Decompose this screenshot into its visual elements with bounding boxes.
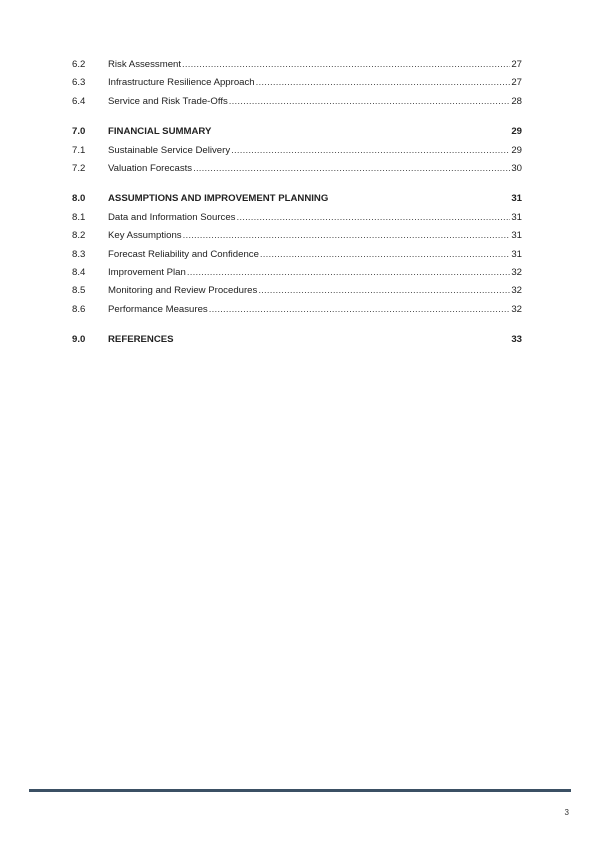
toc-section-heading[interactable] <box>72 190 522 208</box>
toc-entry-number: 7.2 <box>72 162 86 174</box>
dot-leader <box>229 93 511 111</box>
toc-entry[interactable] <box>72 227 522 245</box>
dot-leader <box>260 246 510 264</box>
toc-entry-page: 31 <box>511 193 522 205</box>
table-of-contents <box>72 56 522 349</box>
toc-entry-page: 31 <box>511 248 522 260</box>
toc-entry[interactable] <box>72 282 522 300</box>
toc-entry[interactable] <box>72 160 522 178</box>
toc-entry-title: Monitoring and Review Procedures <box>108 285 258 297</box>
dot-leader <box>182 56 510 74</box>
toc-entry-number: 8.3 <box>72 248 86 260</box>
toc-entry-page: 29 <box>511 144 522 156</box>
toc-entry-title: Infrastructure Resilience Approach <box>108 77 255 89</box>
dot-leader <box>209 301 511 319</box>
toc-entry-page: 32 <box>511 266 522 278</box>
dot-leader <box>258 282 510 300</box>
dot-leader <box>231 142 510 160</box>
toc-entry-page: 30 <box>511 162 522 174</box>
dot-leader <box>183 227 511 245</box>
toc-entry-title: Forecast Reliability and Confidence <box>108 248 259 260</box>
dot-leader <box>236 209 510 227</box>
toc-entry-title: Risk Assessment <box>108 59 182 70</box>
toc-entry-title: Sustainable Service Delivery <box>108 144 231 156</box>
toc-entry-page: 31 <box>511 230 522 242</box>
toc-entry-page: 33 <box>511 334 522 346</box>
toc-entry-title: REFERENCES <box>108 334 174 346</box>
toc-entry[interactable] <box>72 301 522 319</box>
toc-section-heading[interactable] <box>72 123 522 141</box>
toc-entry[interactable] <box>72 264 522 282</box>
toc-entry[interactable] <box>72 209 522 227</box>
toc-entry-title: FINANCIAL SUMMARY <box>108 126 212 138</box>
toc-entry[interactable] <box>72 93 522 111</box>
toc-entry-number: 6.2 <box>72 59 86 70</box>
dot-leader <box>256 74 511 92</box>
toc-entry-number: 8.6 <box>72 303 86 315</box>
footer-divider <box>29 789 571 792</box>
toc-entry-page: 27 <box>511 59 522 70</box>
toc-entry-title: Service and Risk Trade-Offs <box>108 95 228 107</box>
page-number: 3 <box>564 808 569 817</box>
toc-entry-number: 6.3 <box>72 77 86 89</box>
toc-entry-page: 32 <box>511 285 522 297</box>
toc-entry-page: 32 <box>511 303 522 315</box>
toc-entry-title: Key Assumptions <box>108 230 182 242</box>
toc-entry-title: ASSUMPTIONS AND IMPROVEMENT PLANNING <box>108 193 329 205</box>
toc-entry[interactable] <box>72 56 522 74</box>
toc-entry[interactable] <box>72 142 522 160</box>
toc-section-heading[interactable] <box>72 331 522 349</box>
toc-entry-page: 27 <box>511 77 522 89</box>
toc-entry-number: 8.5 <box>72 285 86 297</box>
toc-entry-title: Data and Information Sources <box>108 211 236 223</box>
toc-entry[interactable] <box>72 246 522 264</box>
toc-entry-number: 9.0 <box>72 334 86 346</box>
toc-entry-number: 7.1 <box>72 144 86 156</box>
toc-entry-page: 28 <box>511 95 522 107</box>
toc-entry[interactable] <box>72 74 522 92</box>
dot-leader <box>187 264 510 282</box>
toc-entry-title: Improvement Plan <box>108 266 186 278</box>
dot-leader <box>193 160 510 178</box>
toc-entry-number: 8.1 <box>72 211 86 223</box>
toc-entry-page: 29 <box>511 126 522 138</box>
toc-entry-number: 7.0 <box>72 126 86 138</box>
toc-entry-page: 31 <box>511 211 522 223</box>
toc-entry-number: 6.4 <box>72 95 86 107</box>
toc-entry-title: Valuation Forecasts <box>108 162 193 174</box>
toc-entry-number: 8.0 <box>72 193 86 205</box>
toc-entry-number: 8.4 <box>72 266 86 278</box>
toc-entry-number: 8.2 <box>72 230 86 242</box>
toc-entry-title: Performance Measures <box>108 303 208 315</box>
